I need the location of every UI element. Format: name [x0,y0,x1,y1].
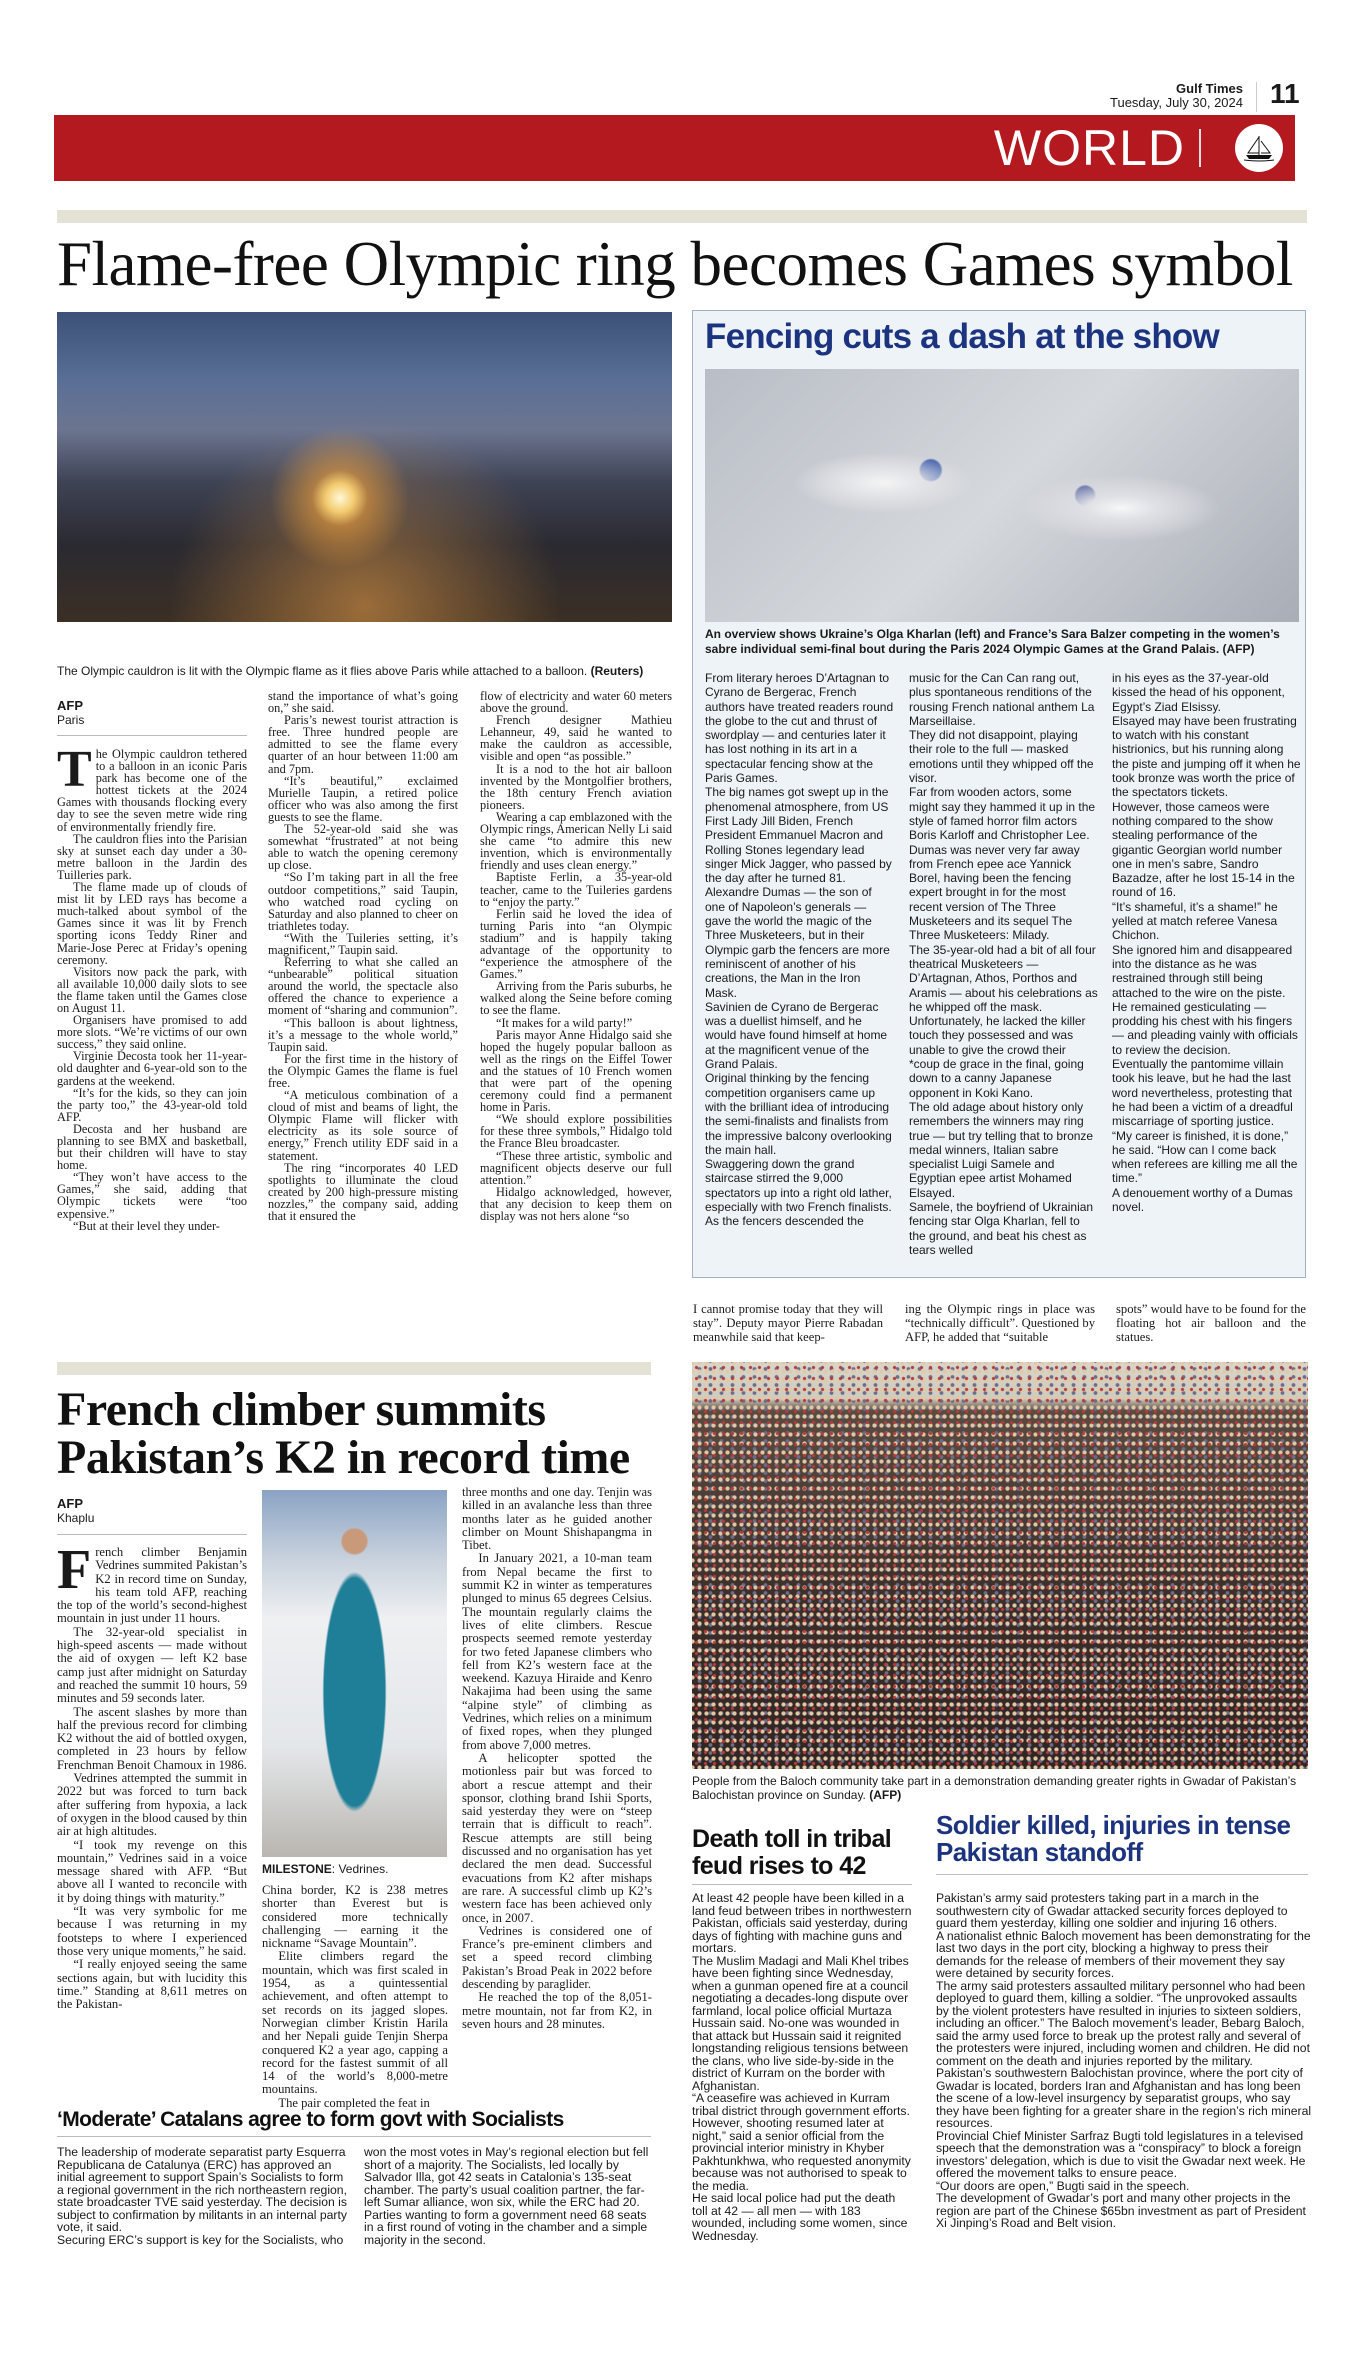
paragraph: The 52-year-old said she was somewhat “frustrated” at not being able to watch the opening ceremony up close. [268,822,458,873]
k2-column-2 [262,1883,448,2110]
paragraph: Pakistan’s army said protesters taking part in a march in the southwestern city of Gwadar attacked security forces deployed to guard them yesterday, killing one soldier and injuring 16 others. [936,1891,1288,1930]
paragraph: Unfortunately, he lacked the killer touch they possessed and was unable to give the crowd their *coup de grace in the final, going down to a canny Japanese opponent in Koki Kano. [909,1014,1086,1100]
paragraph: Baptiste Ferlin, a 35-year-old teacher, came to the Tuileries gardens to “enjoy the party.” [480,870,672,909]
photo-credit: (Reuters) [590,664,644,678]
paragraph: In January 2021, a 10-man team from Nepal became the first to summit K2 in winter as temperatures plunged to minus 65 degrees Celsius. The mountain regularly claims the lives of elite climbers. Rescue prospects seemed remote yesterday for two feted Japanese climbers who fell from K2’s western face at the weekend. Kazuya Hiraide and Kenro Nakajima had been using the same “alpine style” of climbing as Vedrines, which relies on a minimum of fixed ropes, when they plunged from above 7,000 metres. [462,1551,652,1752]
paragraph: Hidalgo acknowledged, however, that any decision to keep them on display was not hers alone “so [480,1184,672,1224]
paragraph: “My career is finished, it is done,” he said. “How can I come back when referees are killing me all the time.” [1112,1128,1298,1186]
paragraph: Provincial Chief Minister Sarfraz Bugti told legislatures in a televised speech that the demonstration was a “conspiracy” to block a foreign investors’ delegation, which is due to visit the Gwadar next week. He offered the movement talks to ensure peace. [936,2128,1306,2180]
paragraph: The 35-year-old had a bit of all four theatrical Musketeers — D’Artagnan, Athos, Porthos and Aramis — about his celebrations as he whipped off the mask. [909,942,1098,1014]
paragraph: The Olympic cauldron tethered to a balloon in an iconic Paris park has become one of the hottest tickets at the 2024 Games with thousands flocking every day to see the seven metre wide ring of environmentally friendly fire. [57,741,247,834]
paragraph: Swaggering down the grand staircase stirred the 9,000 spectators up into a right old lather, especially with two French finalists. [705,1157,892,1214]
paragraph: He said local police had put the death toll at 42 — all men — with 183 wounded, including some women, since Wednesday. [692,2191,908,2243]
paragraph: spots” would have to be found for the floating hot air balloon and the statues. [1116,1302,1306,1344]
k2-column-3 [462,1486,652,2094]
page-number: 11 [1270,78,1300,109]
paragraph: Referring to what she called an “unbearable” political situation around the world, the spectacle also offered the chance to experience a moment of “sharing and communion”. [268,955,458,1018]
paragraph: Paris mayor Anne Hidalgo said she hoped the hugely popular balloon as well as the rings on the Eiffel Tower and the statues of 10 French women that were part of the opening ceremony could find a permanent home in Paris. [480,1027,672,1115]
paragraph: “It makes for a wild party!” [495,1015,633,1030]
paragraph: Far from wooden actors, some might say they hammed it up in the style of famed horror film actors Boris Karloff and Christopher Lee. [909,785,1096,843]
paragraph: French climber Benjamin Vedrines summited Pakistan’s K2 in record time on Sunday, his team told AFP, reaching the top of the world’s second-highest mountain in just under 11 hours. [57,1539,247,1626]
paragraph: She ignored him and disappeared into the distance as he was restrained through still being attached to the wire on the piste. [1112,942,1293,1000]
paragraph: in his eyes as the 37-year-old kissed the head of his opponent, Egypt’s Ziad Elsissy. [1112,671,1285,714]
paragraph: “I really enjoyed seeing the same sections again, but with lucidity this time.” Standing at 8,611 metres on the Pakistan- [57,1957,247,2012]
publication-info [1110,82,1243,110]
paragraph: Alexandre Dumas — the son of one of Napoleon’s generals — gave the world the magic of the Three Musketeers, but in their Olympic garb the fencers are more reminiscent of another of his creations, the Man in the Iron Mask. [705,885,890,1000]
paragraph: Wearing a cap emblazoned with the Olympic rings, American Nelly Li said she came “to admire this new invention, which is environmentally friendly and uses clean energy.” [480,809,672,873]
olympic-cauldron-photo [57,312,672,622]
paragraph: “It’s shameful, it’s a shame!” he yelled at match referee Vanesa Chichon. [1112,899,1278,943]
paragraph: At least 42 people have been killed in a land feud between tribes in northwestern Pakistan, officials said yesterday, during days of fighting with machine guns and mortars. [692,1891,912,1955]
paragraph: The 32-year-old specialist in high-speed ascents — made without the aid of oxygen — left K2 base camp just after midnight on Saturday and reached the summit 10 hours, 59 minutes and 59 seconds later. [57,1624,247,1706]
paragraph: He reached the top of the 8,051-metre mountain, not far from K2, in seven hours and 28 minutes. [462,1990,652,2031]
paragraph: A denouement worthy of a Dumas novel. [1112,1185,1293,1214]
paragraph: Organisers have promised to add more slots. “We’re victims of our own success,” they said online. [57,1013,247,1052]
paragraph: The army said protesters assaulted military personnel who had been deployed to guard them, killing a soldier. “The unprovoked assaults by the violent protesters have resulted in injuries to sixteen soldiers, including an officer.” The Baloch movement’s leader, Bebarg Baloch, said the army used force to break up the protest rally and several of the protesters were injured, including women and children. He did not comment on the death and injuries reported by the military. [936,1978,1310,2068]
olympic-column-2 [268,690,458,1344]
divider [1256,82,1257,112]
paragraph: The Muslim Madagi and Mali Khel tribes have been fighting since Wednesday, when a gunman opened fire at a council negotiating a decades-long dispute over farmland, local police official Murtaza Hussain said. No-one was wounded in that attack but Hussain said it reignited longstanding religious tensions between the clans, who live side-by-side in the district of Kurram on the border with Afghanistan. [692,1953,909,2093]
paragraph: “This balloon is about lightness, it’s a message to the whole world,” Taupin said. [268,1015,458,1054]
paragraph: The old adage about history only remembers the winners may ring true — but try telling that to bronze medal winners, Italian sabre specialist Luigi Samele and Egyptian epee artist Mohamed Elsayed. [909,1099,1094,1200]
divider [57,1534,247,1535]
paragraph: Original thinking by the fencing competition organisers came up with the brilliant idea of introducing the semi-finalists and finalists from the impressive balcony overlooking the main hall. [705,1071,892,1157]
olympic-column-3 [480,690,672,1344]
soldier-headline: Soldier killed, injuries in tense Pakistan standoff [936,1810,1291,1867]
fencing-headline: Fencing cuts a dash at the show [705,317,1219,356]
byline [57,1496,247,1526]
byline [57,698,247,728]
paragraph: The pair completed the feat in [278,2095,430,2110]
tribal-article-body [692,1892,914,2258]
paragraph: Decosta and her husband are planning to see BMX and basketball, but their children will have to stay home. [57,1121,247,1173]
publication-date: Tuesday, July 30, 2024 [1110,95,1243,110]
paragraph: won the most votes in May’s regional election but fell short of a majority. The Socialists, led locally by Salvador Illa, got 42 seats in Catalonia’s 135-seat chamber. The party’s usual coalition partner, the far-left Sumar alliance, won six, while the ERC had 20. Parties wanting to form a government need 68 seats in a first round of voting in the chamber and a simple majority in the second. [364,2145,649,2247]
paragraph: “They won’t have access to the Games,” she said, adding that Olympic tickets were “too expensive.” [57,1170,247,1221]
catalans-column-1 [57,2146,347,2266]
paragraph: The ring “incorporates 40 LED spotlights to illuminate the cloud created by 200 high-pressure misting nozzles,” the company said, adding that it ensured the [268,1160,458,1224]
paragraph: A nationalist ethnic Baloch movement has been demonstrating for the last two days in the port city, blocking a highway to press their demands for the release of members of their movement they say were detained by security forces. [936,1928,1311,1980]
paragraph: Arriving from the Paris suburbs, he walked along the Seine before coming to see the flame. [480,979,672,1018]
baloch-photo-caption [692,1774,1308,1802]
divider [1199,129,1201,167]
paragraph: Elsayed may have been frustrating to watch with his constant histrionics, but his running along the piste and jumping off it when he took bronze was worth the price of the spectators tickets. [1112,713,1301,800]
divider [57,735,247,736]
k2-column-1 [57,1539,247,2094]
paragraph: I cannot promise today that they will stay”. Deputy mayor Pierre Rabadan meanwhile said that keep- [693,1302,883,1344]
soldier-article-body [936,1892,1312,2258]
caption-text: : Vedrines. [331,1862,389,1876]
paragraph: However, those cameos were nothing compared to the show stealing performance of the gigantic Georgian world number one in men’s sabre, Sandro Bazadze, after he lost 15-14 in the round of 16. [1112,799,1295,900]
catalans-column-2 [364,2146,654,2266]
paragraph: ing the Olympic rings in place was “technically difficult”. Questioned by AFP, he added that “suitable [905,1302,1095,1344]
olympic-column-1 [57,741,247,1344]
paragraph: “It’s beautiful,” exclaimed Murielle Taupin, a retired police officer who was also among the first guests to see the flame. [268,773,458,824]
paragraph: Vedrines attempted the summit in 2022 but was forced to turn back after suffering from hypoxia, a lack of oxygen in the blood caused by thin air at high altitudes. [57,1771,247,1839]
paragraph: A helicopter spotted the motionless pair but was forced to abort a rescue attempt and their sponsor, clothing brand Ishii Sports, said yesterday they were on “steep terrain that is difficult to reach”. Rescue attempts are still being discussed and no organisation has yet declared the men dead. Successful evacuations from K2 after mishaps are rare. A successful climb up K2’s western face has been achieved only once, in 2007. [462,1750,652,1925]
section-banner [54,115,1295,181]
paragraph: The cauldron flies into the Parisian sky at sunset each day under a 30-metre balloon in the Jardin des Tuilleries park. [57,831,247,882]
paragraph: Elite climbers regard the mountain, which was first scaled in 1954, as a quintessential achievement, and often attempt to set records on its jagged slopes. Norwegian climber Kristin Harila and her Nepali guide Tenjin Sherpa conquered K2 a year ago, capping a record for the fastest summit of all 14 of the world’s 8,000-metre mountains. [262,1949,448,2097]
paragraph: From literary heroes D’Artagnan to Cyrano de Bergerac, French authors have treated readers round the globe to the cut and thrust of swordplay — and centuries later it has lost nothing in its art in a spectacular fencing show at the Paris Games. [705,671,894,786]
paragraph: Paris’s newest tourist attraction is free. Three hundred people are admitted to see the flame every quarter of an hour between 11:00 am and 7pm. [268,713,458,776]
paragraph: “These three artistic, symbolic and magnificent objects deserve our full attention.” [480,1148,672,1187]
dhow-boat-icon [1235,124,1283,172]
olympic-continuation-2 [905,1302,1095,1344]
paragraph: As the fencers descended the [705,1214,864,1229]
paragraph: “I took my revenge on this mountain,” Vedrines said in a voice message shared with AFP. “But above all I wanted to reconcile with it by doing things with maturity.” [57,1837,247,1905]
caption-text: An overview shows Ukraine’s Olga Kharlan (left) and France’s Sara Balzer competing in the women’s sabre individual semi-final bout during the Paris 2024 Olympic Games at the Grand Palais. [705,627,1280,656]
caption-text: People from the Baloch community take part in a demonstration demanding greater rights in Gwadar of Pakistan’s Balochistan province on Sunday. [692,1774,1297,1802]
byline-dateline: Paris [57,713,85,727]
paragraph: “A ceasefire was achieved in Kurram tribal district through government efforts. However, shooting resumed later at night,” said a senior official from the provincial interior ministry in Khyber Pakhtunkhwa, who requested anonymity because was not authorised to speak to the media. [692,2091,911,2193]
paragraph: “So I’m taking part in all the free outdoor competitions,” said Taupin, who watched road cycling on Saturday and also planned to cheer on triathletes today. [268,870,458,933]
byline-dateline: Khaplu [57,1511,95,1525]
catalans-headline: ‘Moderate’ Catalans agree to form govt with Socialists [57,2108,564,2131]
paragraph: “With the Tuileries setting, it’s magnificent,” Taupin said. [268,930,458,957]
fencing-column-2 [909,671,1099,1275]
paragraph: stand the importance of what’s going on,” she said. [268,689,458,716]
publication-name: Gulf Times [1176,81,1243,96]
olympic-continuation-1 [693,1302,883,1344]
fencing-column-1 [705,671,895,1275]
tribal-headline: Death toll in tribal feud rises to 42 [692,1825,892,1880]
section-rule [57,1362,651,1375]
k2-photo-caption [262,1862,452,1876]
paragraph: music for the Can Can rang out, plus spontaneous renditions of the rousing French national anthem La Marseillaise. [909,671,1095,728]
paragraph: Dumas was never very far away from French epee ace Yannick Borel, having been the fencing expert brought in for the most recent version of The Three Musketeers and its sequel The Three Musketeers: Milady. [909,842,1080,943]
section-title: WORLD [993,120,1185,176]
olympic-photo-caption [57,664,672,678]
fencing-sidebar [692,310,1306,1278]
paragraph: They did not disappoint, playing their role to the full — masked emotions until they whipped off the visor. [909,728,1094,786]
paragraph: Eventually the pantomime villain took his leave, but he had the last word nevertheless, protesting that he had been a victim of a dreadful miscarriage of sporting justice. [1112,1057,1293,1129]
paragraph: Pakistan’s southwestern Balochistan province, where the port city of Gwadar is located, borders Iran and Afghanistan and has long been the scene of a low-level insurgency by separatist groups, who say they have been fighting for a greater share in the region’s rich mineral resources. [936,2066,1312,2130]
paragraph: It is a nod to the hot air balloon invented by the Montgolfier brothers, the 18th century French aviation pioneers. [480,761,672,812]
olympic-continuation-3 [1116,1302,1306,1344]
paragraph: Securing ERC’s support is key for the Socialists, who [57,2232,344,2247]
paragraph: “It’s for the kids, so they can join the party too,” the 43-year-old told AFP. [57,1085,247,1124]
paragraph: “We should explore possibilities for these three symbols,” Hidalgo told the France Bleu broadcaster. [480,1112,672,1151]
divider [692,1884,912,1885]
paragraph: The big names got swept up in the phenomenal atmosphere, from US First Lady Jill Biden, French President Emmanuel Macron and Rolling Stones legendary lead singer Mick Jagger, who passed by the day after he turned 81. [705,785,892,886]
paragraph: The development of Gwadar’s port and many other projects in the region are part of the Chinese $65bn investment as part of President Xi Jinping’s Road and Belt vision. [936,2191,1306,2230]
fencing-column-3 [1112,671,1302,1275]
paragraph: Vedrines is considered one of France’s pre-eminent climbers and set a speed record climbing Pakistan’s Broad Peak in 2022 before descending by paraglider. [462,1923,652,1991]
paragraph: “But at their level they under- [72,1218,220,1233]
paragraph: “A meticulous combination of a cloud of mist and beams of light, the Olympic Flame will flicker with electricity as its sole source of energy,” French utility EDF said in a statement. [268,1088,458,1163]
paragraph: three months and one day. Tenjin was killed in an avalanche less than three months later as he guided another climber on Mount Shishapangma in Tibet. [462,1485,652,1553]
paragraph: He remained gesticulating — prodding his chest with his fingers — and pleading vainly with officials to review the decision. [1112,999,1298,1057]
section-rule [57,210,1307,223]
paragraph: Ferlin said he loved the idea of turning Paris into “an Olympic stadium” and is happily taking advantage of the opportunity to “experience the atmosphere of the Games.” [480,906,672,982]
fencing-photo [705,369,1299,622]
byline-agency: AFP [57,1496,83,1511]
paragraph: Savinien de Cyrano de Bergerac was a duellist himself, and he would have found himself at home at the magnificent venue of the Grand Palais. [705,999,888,1072]
paragraph: For the first time in the history of the Olympic Games the flame is fuel free. [268,1051,458,1090]
baloch-protest-photo [692,1362,1308,1769]
paragraph: Samele, the boyfriend of Ukrainian fencing star Olga Kharlan, fell to the ground, and beat his chest as tears welled [909,1199,1094,1257]
paragraph: “Our doors are open,” Bugti said in the speech. [936,2178,1190,2193]
paragraph: The flame made up of clouds of mist lit by LED rays has become a much-talked about symbol of the Games since it was lit by French sporting icons Teddy Riner and Marie-Jose Perec at Friday’s opening ceremony. [57,880,247,967]
k2-headline: French climber summits Pakistan’s K2 in record time [57,1383,630,1484]
byline-agency: AFP [57,698,83,713]
paragraph: The leadership of moderate separatist party Esquerra Republicana de Catalunya (ERC) has approved an initial agreement to support Spain’s Socialists to form a regional government in the rich northeastern region, state broadcaster TVE said yesterday. The decision is subject to confirmation by militants in an internal party vote, it said. [57,2145,347,2234]
divider [57,2136,651,2137]
caption-label: MILESTONE [262,1862,332,1876]
paragraph: Virginie Decosta took her 11-year-old daughter and 6-year-old son to the gardens at the weekend. [57,1049,247,1088]
paragraph: “It was very symbolic for me because I was returning in my footsteps to where I experienced those very unique moments,” he said. [57,1904,247,1958]
paragraph: Visitors now pack the park, with all available 10,000 daily slots to see the flame taken until the Games close on August 11. [57,964,247,1015]
photo-credit: (AFP) [869,1788,902,1802]
vedrines-photo [262,1490,447,1857]
caption-text: The Olympic cauldron is lit with the Olympic flame as it flies above Paris while attached to a balloon. [57,664,588,678]
olympic-headline: Flame-free Olympic ring becomes Games symbol [57,229,1293,299]
divider [936,1874,1308,1875]
paragraph: French designer Mathieu Lehanneur, 49, said he wanted to make the cauldron as accessible, visible and open “as possible.” [480,713,672,764]
paragraph: flow of electricity and water 60 meters above the ground. [480,689,672,716]
photo-credit: (AFP) [1222,642,1255,656]
paragraph: The ascent slashes by more than half the previous record for climbing K2 without the aid of bottled oxygen, completed in 23 hours by fellow Frenchman Benoit Chamoux in 1986. [57,1704,247,1772]
paragraph: China border, K2 is 238 metres shorter than Everest but is considered more technically challenging — earning it the nickname “Savage Mountain”. [262,1883,448,1951]
fencing-photo-caption [705,627,1299,657]
